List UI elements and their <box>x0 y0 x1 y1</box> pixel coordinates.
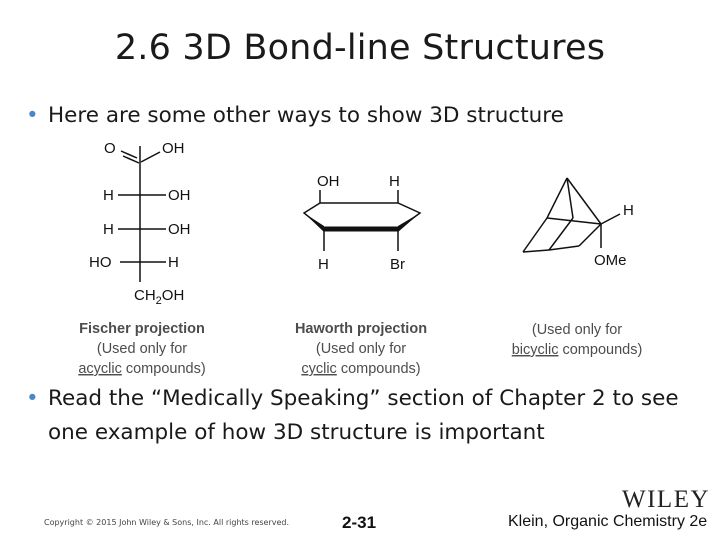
fischer-bottom-subscript: 2 <box>155 295 162 307</box>
fischer-row3-left: HO <box>89 254 112 271</box>
fischer-row3-right: H <box>168 254 179 271</box>
fischer-projection-figure <box>60 132 240 377</box>
fischer-bottom-ch: CH <box>134 287 156 304</box>
fischer-carbonyl-o: O <box>104 140 116 157</box>
haworth-top-left: OH <box>317 173 340 190</box>
bicyclic-caption-line1: (Used only for <box>531 322 623 338</box>
bicyclic-ome: OMe <box>594 252 627 269</box>
fischer-carboxyl-oh: OH <box>162 140 185 157</box>
haworth-projection-figure <box>270 165 460 380</box>
fischer-caption-line3 <box>78 361 205 377</box>
bullet-point-1 <box>26 99 706 133</box>
fischer-row1-right: OH <box>168 187 191 204</box>
bullet-marker: • <box>26 103 39 128</box>
haworth-top-right: H <box>389 173 400 190</box>
fischer-caption-acyclic: acyclic <box>78 361 122 377</box>
bullet-text: Read the “Medically Speaking” section of Chapter 2 to see one example of how 3D structure is important <box>48 386 679 445</box>
footer-copyright: Copyright © 2015 John Wiley & Sons, Inc. All rights reserved. <box>44 518 290 527</box>
fischer-bottom-group <box>134 287 184 307</box>
publisher-logo: WILEY <box>622 486 711 513</box>
bullet-marker: • <box>26 386 39 411</box>
haworth-caption-title: Haworth projection <box>294 321 428 337</box>
haworth-caption-cyclic: cyclic <box>301 361 337 377</box>
bicyclic-caption-rest: compounds) <box>558 342 643 358</box>
fischer-caption-line2: (Used only for <box>96 341 188 357</box>
bicyclic-caption-bicyclic: bicyclic <box>511 342 559 358</box>
fischer-row2-right: OH <box>168 221 191 238</box>
haworth-caption-line3 <box>301 361 420 377</box>
fischer-row2-left: H <box>103 221 114 238</box>
haworth-caption-rest: compounds) <box>336 361 421 377</box>
bicyclic-compound-figure <box>495 170 665 360</box>
slide-title: 2.6 3D Bond-line Structures <box>114 28 606 68</box>
haworth-caption-line2: (Used only for <box>315 341 407 357</box>
haworth-bottom-left: H <box>318 256 329 273</box>
fischer-bottom-oh: OH <box>161 287 185 304</box>
bullet-point-2 <box>26 382 706 450</box>
fischer-caption-rest: compounds) <box>121 361 206 377</box>
fischer-caption-title: Fischer projection <box>79 321 205 337</box>
haworth-bottom-right: Br <box>390 256 405 273</box>
fischer-row1-left: H <box>103 187 114 204</box>
footer-book-title: Klein, Organic Chemistry 2e <box>508 513 708 530</box>
footer-page-number: 2-31 <box>342 513 377 532</box>
bicyclic-caption-line2 <box>512 342 643 358</box>
bicyclic-h: H <box>623 202 634 219</box>
bullet-text: Here are some other ways to show 3D structure <box>48 103 564 128</box>
